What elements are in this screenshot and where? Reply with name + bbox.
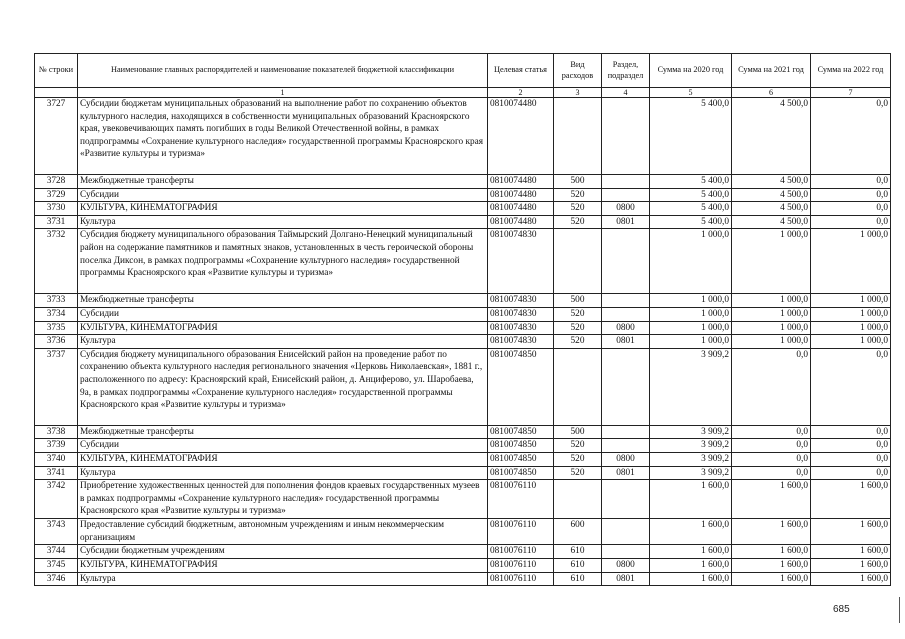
section-code [602,229,650,294]
sum-2021: 1 000,0 [732,321,811,335]
table-row [35,519,891,545]
target-article: 0810074480 [488,215,554,229]
sum-2020: 1 000,0 [650,229,732,294]
expense-type: 520 [554,335,602,349]
sum-2021: 4 500,0 [732,188,811,202]
sum-2021: 1 600,0 [732,545,811,559]
column-number: 3 [554,88,602,98]
sum-2020: 5 400,0 [650,202,732,216]
sum-2020: 3 909,2 [650,439,732,453]
column-number-blank [35,88,78,98]
sum-2021: 4 500,0 [732,215,811,229]
table-row [35,480,891,519]
sum-2022: 1 600,0 [811,480,891,519]
target-article: 0810074480 [488,188,554,202]
row-number: 3734 [35,307,78,321]
sum-2021: 1 000,0 [732,229,811,294]
sum-2022: 0,0 [811,439,891,453]
section-code: 0800 [602,558,650,572]
indicator-name: Межбюджетные трансферты [78,294,488,308]
section-code: 0800 [602,452,650,466]
sum-2020: 3 909,2 [650,452,732,466]
target-article: 0810076110 [488,519,554,545]
table-row [35,425,891,439]
sum-2020: 1 000,0 [650,335,732,349]
indicator-name: КУЛЬТУРА, КИНЕМАТОГРАФИЯ [78,558,488,572]
sum-2022: 1 600,0 [811,572,891,586]
section-code: 0800 [602,321,650,335]
header-target: Целевая статья [488,54,554,88]
table-row [35,98,891,175]
indicator-name: Субсидии бюджетам муниципальных образований на выполнение работ по сохранению объектов культурного наследия, находящихся в собственности муниципальных образований Красноярского края, увековечивающих память погибших в годы Великой Отечественной войны, в рамках подпрограммы «Сохранение культурного наследия» государственной программы Красноярского края «Развитие культуры и туризма» [78,98,488,175]
section-code [602,294,650,308]
page-edge-mark [899,597,900,623]
table-row [35,307,891,321]
column-number: 6 [732,88,811,98]
row-number: 3740 [35,452,78,466]
expense-type: 500 [554,425,602,439]
section-code [602,98,650,175]
row-number: 3744 [35,545,78,559]
row-number: 3737 [35,348,78,425]
table-row [35,348,891,425]
sum-2022: 0,0 [811,466,891,480]
section-code [602,348,650,425]
indicator-name: Субсидия бюджету муниципального образования Енисейский район на проведение работ по сохранению объекта культурного наследия регионального значения «Церковь Николаевская», 1881 г., расположенного по адресу: Красноярский край, Енисейский район, д. Анциферово, ул. Шаробаева, 9а, в рамках подпрограммы «Сохранение культурного наследия» государственной программы Красноярского края «Развитие культуры и туризма» [78,348,488,425]
section-code [602,545,650,559]
target-article: 0810074830 [488,229,554,294]
sum-2020: 1 600,0 [650,545,732,559]
sum-2021: 1 000,0 [732,335,811,349]
target-article: 0810074850 [488,348,554,425]
header-sum-2021: Сумма на 2021 год [732,54,811,88]
table-body [35,98,891,586]
target-article: 0810074830 [488,335,554,349]
sum-2022: 1 000,0 [811,294,891,308]
expense-type: 520 [554,452,602,466]
table-row [35,229,891,294]
expense-type: 500 [554,175,602,189]
sum-2022: 0,0 [811,215,891,229]
sum-2020: 1 000,0 [650,307,732,321]
expense-type: 610 [554,545,602,559]
sum-2022: 1 600,0 [811,519,891,545]
row-number: 3733 [35,294,78,308]
target-article: 0810076110 [488,545,554,559]
indicator-name: Субсидия бюджету муниципального образования Таймырский Долгано-Ненецкий муниципальный район на содержание памятников и памятных знаков, установленных в честь героической обороны поселка Диксон, в рамках подпрограммы «Сохранение культурного наследия» государственной программы Красноярского края «Развитие культуры и туризма» [78,229,488,294]
section-code [602,519,650,545]
sum-2022: 0,0 [811,98,891,175]
column-number: 7 [811,88,891,98]
sum-2022: 0,0 [811,202,891,216]
sum-2021: 0,0 [732,348,811,425]
sum-2020: 3 909,2 [650,466,732,480]
target-article: 0810074830 [488,307,554,321]
section-code: 0801 [602,215,650,229]
target-article: 0810074480 [488,98,554,175]
indicator-name: Субсидии [78,439,488,453]
sum-2020: 1 000,0 [650,294,732,308]
sum-2021: 0,0 [732,425,811,439]
sum-2022: 1 000,0 [811,307,891,321]
section-code [602,425,650,439]
section-code [602,188,650,202]
row-number: 3742 [35,480,78,519]
table-row [35,188,891,202]
sum-2020: 1 600,0 [650,572,732,586]
table-row [35,545,891,559]
sum-2022: 0,0 [811,425,891,439]
sum-2020: 1 600,0 [650,519,732,545]
row-number: 3743 [35,519,78,545]
row-number: 3728 [35,175,78,189]
expense-type: 610 [554,572,602,586]
indicator-name: КУЛЬТУРА, КИНЕМАТОГРАФИЯ [78,321,488,335]
indicator-name: Субсидии [78,307,488,321]
indicator-name: Межбюджетные трансферты [78,175,488,189]
sum-2022: 0,0 [811,348,891,425]
indicator-name: Культура [78,215,488,229]
header-row-no: № строки [35,54,78,88]
budget-table [34,53,891,586]
sum-2022: 1 000,0 [811,321,891,335]
indicator-name: КУЛЬТУРА, КИНЕМАТОГРАФИЯ [78,452,488,466]
table-row [35,572,891,586]
sum-2021: 1 600,0 [732,572,811,586]
sum-2020: 3 909,2 [650,425,732,439]
section-code: 0801 [602,572,650,586]
table-row [35,175,891,189]
expense-type [554,348,602,425]
sum-2020: 1 600,0 [650,558,732,572]
row-number: 3735 [35,321,78,335]
expense-type: 520 [554,466,602,480]
target-article: 0810074850 [488,425,554,439]
header-expense-type: Вид расходов [554,54,602,88]
section-code [602,307,650,321]
table-row [35,439,891,453]
sum-2021: 0,0 [732,466,811,480]
sum-2021: 1 600,0 [732,480,811,519]
target-article: 0810074850 [488,466,554,480]
header-sum-2022: Сумма на 2022 год [811,54,891,88]
section-code [602,175,650,189]
sum-2022: 1 600,0 [811,558,891,572]
row-number: 3727 [35,98,78,175]
indicator-name: Культура [78,335,488,349]
sum-2021: 4 500,0 [732,98,811,175]
target-article: 0810074830 [488,294,554,308]
expense-type: 520 [554,215,602,229]
indicator-name: Субсидии [78,188,488,202]
expense-type [554,480,602,519]
section-code [602,480,650,519]
table-row [35,321,891,335]
sum-2021: 1 600,0 [732,519,811,545]
expense-type: 520 [554,307,602,321]
target-article: 0810076110 [488,558,554,572]
header-name: Наименование главных распорядителей и наименование показателей бюджетной классификации [78,54,488,88]
row-number: 3746 [35,572,78,586]
row-number: 3730 [35,202,78,216]
table-row [35,202,891,216]
sum-2021: 0,0 [732,452,811,466]
target-article: 0810074480 [488,202,554,216]
indicator-name: Предоставление субсидий бюджетным, автономным учреждениям и иным некоммерческим организациям [78,519,488,545]
page-number: 685 [833,604,850,615]
expense-type: 600 [554,519,602,545]
expense-type [554,98,602,175]
header-sum-2020: Сумма на 2020 год [650,54,732,88]
indicator-name: Приобретение художественных ценностей для пополнения фондов краевых государственных музеев в рамках подпрограммы «Сохранение культурного наследия» государственной программы Красноярского края «Развитие культуры и туризма» [78,480,488,519]
sum-2021: 4 500,0 [732,175,811,189]
section-code: 0801 [602,335,650,349]
column-number: 4 [602,88,650,98]
section-code [602,439,650,453]
expense-type: 500 [554,294,602,308]
column-number-row [35,88,891,98]
sum-2022: 1 000,0 [811,335,891,349]
target-article: 0810076110 [488,572,554,586]
sum-2020: 5 400,0 [650,175,732,189]
header-row [35,54,891,88]
sum-2022: 0,0 [811,188,891,202]
target-article: 0810076110 [488,480,554,519]
target-article: 0810074850 [488,439,554,453]
table-row [35,215,891,229]
table-row [35,452,891,466]
sum-2021: 0,0 [732,439,811,453]
row-number: 3739 [35,439,78,453]
row-number: 3736 [35,335,78,349]
column-number: 5 [650,88,732,98]
sum-2020: 5 400,0 [650,98,732,175]
budget-sheet [34,53,890,586]
indicator-name: Культура [78,466,488,480]
sum-2021: 1 000,0 [732,294,811,308]
expense-type: 520 [554,202,602,216]
sum-2021: 4 500,0 [732,202,811,216]
row-number: 3729 [35,188,78,202]
row-number: 3741 [35,466,78,480]
section-code: 0800 [602,202,650,216]
expense-type: 520 [554,188,602,202]
expense-type [554,229,602,294]
expense-type: 520 [554,439,602,453]
sum-2022: 0,0 [811,452,891,466]
indicator-name: КУЛЬТУРА, КИНЕМАТОГРАФИЯ [78,202,488,216]
sum-2022: 0,0 [811,175,891,189]
column-number: 1 [78,88,488,98]
expense-type: 610 [554,558,602,572]
sum-2022: 1 600,0 [811,545,891,559]
sum-2021: 1 000,0 [732,307,811,321]
expense-type: 520 [554,321,602,335]
target-article: 0810074830 [488,321,554,335]
table-row [35,558,891,572]
sum-2020: 1 000,0 [650,321,732,335]
section-code: 0801 [602,466,650,480]
sum-2020: 1 600,0 [650,480,732,519]
header-section: Раздел, подраздел [602,54,650,88]
column-number: 2 [488,88,554,98]
row-number: 3745 [35,558,78,572]
row-number: 3731 [35,215,78,229]
sum-2021: 1 600,0 [732,558,811,572]
sum-2020: 5 400,0 [650,215,732,229]
indicator-name: Культура [78,572,488,586]
row-number: 3732 [35,229,78,294]
indicator-name: Субсидии бюджетным учреждениям [78,545,488,559]
table-row [35,466,891,480]
sum-2020: 5 400,0 [650,188,732,202]
indicator-name: Межбюджетные трансферты [78,425,488,439]
target-article: 0810074850 [488,452,554,466]
table-row [35,335,891,349]
table-row [35,294,891,308]
sum-2020: 3 909,2 [650,348,732,425]
row-number: 3738 [35,425,78,439]
target-article: 0810074480 [488,175,554,189]
sum-2022: 1 000,0 [811,229,891,294]
